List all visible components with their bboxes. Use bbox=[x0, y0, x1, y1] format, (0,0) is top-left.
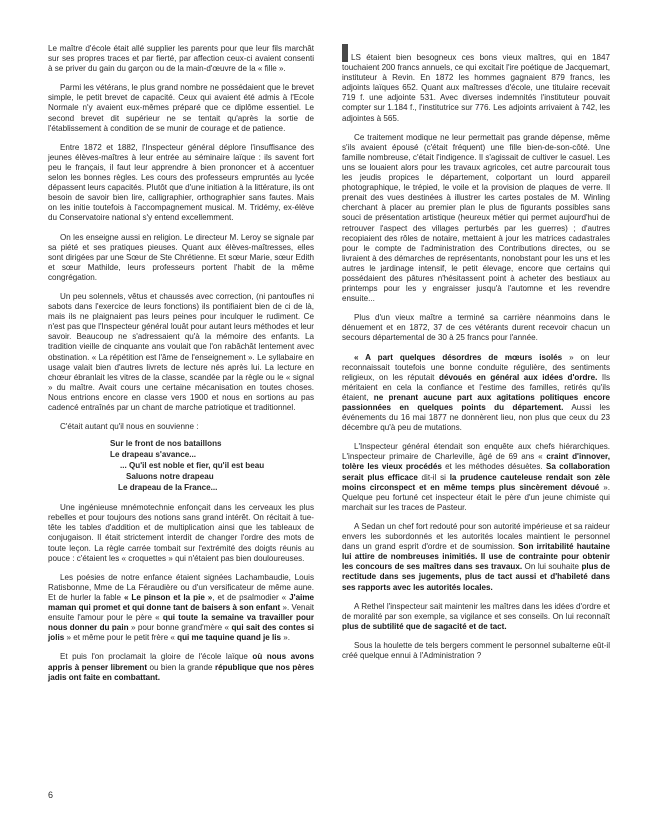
verse-line: Le drapeau de la France... bbox=[118, 483, 218, 493]
paragraph: A Rethel l'inspecteur sait maintenir les maîtres dans les idées d'ordre et de moralité par son exemple, sa vigilance et ses conseils. On lui reconnaît plus de subtilité que de sagacité et de tact. bbox=[342, 601, 610, 631]
drop-cap-i bbox=[342, 44, 348, 62]
verse-line: Sur le front de nos bataillons bbox=[110, 439, 222, 449]
paragraph: Entre 1872 et 1882, l'Inspecteur général déplore l'insuffisance des jeunes élèves-maîtres à leur entrée au séminaire laïque : ils savent fort peu le français, il faut leur apprendre à bien prononcer et à accentuer selon les bonnes règles. Les cours des professeurs empruntés au lycée dépassent leurs capacités. Plutôt que d'une initiation à la littérature, ils ont besoin de savoir bien lire, calligraphier, orthographier sans fautes. Mais on les initie toutefois à l'accompagnement musical. M. Tridémy, ex-élève du Conservatoire national s'y entend excellemment. bbox=[48, 142, 314, 223]
paragraph: L'Inspecteur général étendait son enquête aux chefs hiérarchiques. L'inspecteur primaire de Charleville, âgé de 69 ans « craint d'innover, tolère les vieux procédés et les méthodes désuètes. Sa collaboration serait plus efficace dit-il si la prudence cauteleuse rendait son zèle moins circonspect et en même temps plus sincèrement dévoué ». Quelque peu fortuné cet inspecteur était le père d'un jeune chimiste qui marchait sur les traces de Pasteur. bbox=[342, 442, 611, 512]
paragraph: Ce traitement modique ne leur permettait pas grande dépense, même s'ils avaient épousé (c'était fréquent) une fille bien-de-son-côté. Une famille nombreuse, c'était l'indigence. Il s'agissait de cultiver le casuel. Les uns se louaient alors pour les travaux agricoles, cet autre parcourait tous les jeudis propices le département, colportant un lourd appareil photographique, le trépied, le voile et la provision de plaques de verre. Il prenait des vues destinées à illustrer les cartes postales de M. Winling cherchant à placer au premier plan le plus de figurants possibles sans souci de présentation artistique (heureux métier qui permet aujourd'hui de retrouver l'aspect des villages perturbés par les guerres) ; d'autres recopiaient des rôles de notaire, mettaient à jour les matrices cadastrales pour le compte de l'administration des Contributions directes, ou se livraient à des démarches de représentants, nonobstant pour les uns et les autres le jardinage intensif, le petit élevage, encore que certains qui possédaient des pâtures n'hésitassent point à acheter des bestiaux au printemps pour les y engraisser jusqu'à l'automne et les revendre ensuite... bbox=[342, 132, 610, 304]
paragraph: « A part quelques désordres de mœurs isolés » on leur reconnaissait toutefois une bonne conduite régulière, des sentiments religieux, on les réputait dévoués en général aux idées d'ordre. Ils méritaient en cela la confiance et l'estime des familles, retirés qu'ils étaient, ne prenant aucune part aux agitations politiques encore passionnées en quelques points du département. Aussi les événements du 16 mai 1877 ne donnèrent lieu, non plus que ceux du 23 décembre qu'à peu de mutations. bbox=[342, 352, 611, 433]
paragraph: Un peu solennels, vêtus et chaussés avec correction, (ni pantoufles ni sabots dans l'exercice de leurs fonctions) ils pontifiaient bien de ci de là, mais ils ne plaignaient pas leurs peines pour inculquer le rudiment. Ce n'est pas que l'Inspecteur général louât pour autant leurs méthodes et leur savoir. Beaucoup ne s'adressaient qu'à la mémoire des enfants. La tradition vieille de cinquante ans voulait que l'on rabâchât lentement avec obstination. « La répétition est l'âme de l'enseignement ». Le syllabaire en usage valait bien d'autres livrets de lecture nés après lui. La lecture en chœur ébranlait les vitres de la classe, scandée par la règle ou le « signal » du maître. Avait cours une certaine mécanisation en toutes choses. Nous entrions encore en classe vers 1900 et nous en sortions au pas cadencé entraînés par un chant de marche patriotique et traditionnel. bbox=[48, 291, 314, 412]
song-verse bbox=[110, 438, 314, 493]
paragraph: A Sedan un chef fort redouté pour son autorité impérieuse et sa raideur envers les subordonnés et les autorités locales maintient le personnel dans un grand esprit d'ordre et de soumission. Son irritabilité hautaine lui attire de nombreuses inimitiés. Il use de contrainte pour obtenir les concours de ses maîtres dans ses travaux. On lui souhaite plus de rectitude dans ses jugements, plus de tact aussi et d'habileté dans ses rapports avec les autorités locales. bbox=[342, 521, 611, 592]
paragraph: C'était autant qu'il nous en souvienne : bbox=[60, 422, 199, 432]
right-column bbox=[342, 44, 610, 670]
paragraph: On les enseigne aussi en religion. Le directeur M. Leroy se signale par sa piété et ses pratiques pieuses. Quant aux élèves-maîtresses, elles sont dirigées par une Sœur de Ste Chrétienne. Et sœur Marie, sœur Edith et sœur Mathilde, leurs professeurs portent l'habit de la même congrégation. bbox=[48, 232, 314, 282]
paragraph: Le maître d'école était allé supplier les parents pour que leur fils marchât sur ses propres traces et par fierté, par affection ceux-ci avaient consenti à se priver du gain du garçon ou de la main-d'œuvre de la « fille ». bbox=[48, 44, 314, 74]
paragraph: Les poésies de notre enfance étaient signées Lachambaudie, Louis Ratisbonne, Mme de La Féraudière ou d'un versificateur de même aune. Et de hurler la fable « Le pinson et la pie », et de psalmodier « J'aime maman qui promet et qui donne tant de baisers à son enfant ». Venait ensuite l'amour pour le père « qui toute la semaine va travailler pour nous donner du pain » pour bonne grand'mère « qui sait des contes si jolis » et même pour le petit frère « qui me taquine quand je lis ». bbox=[48, 572, 315, 643]
paragraph: Parmi les vétérans, le plus grand nombre ne possédaient que le brevet simple, le petit brevet de capacité. Ceux qui avaient été admis à l'Ecole Normale n'y avaient eux-mêmes préparé que ce diplôme essentiel. Le second brevet dit supérieur ne se tentait qu'après la sortie de l'établissement à condition de se munir de courage et de patience. bbox=[48, 83, 314, 133]
paragraph: Sous la houlette de tels bergers comment le personnel subalterne eût-il créé quelque ennui à l'Administration ? bbox=[342, 640, 610, 660]
paragraph: Une ingénieuse mnémotechnie enfonçait dans les cerveaux les plus rebelles et pour toujours des notions sans grand intérêt. On récitait à tue-tête les tables d'addition et de multiplication ainsi que les tableaux de conjugaison. Il était strictement interdit de changer l'ordre des mots de toute leçon. La règle carrée tombait sur l'extrémité des doigts réunis au pouce : c'étaient les « croquettes » qui n'étaient pas bien douloureuses. bbox=[48, 503, 314, 563]
left-column bbox=[48, 44, 314, 692]
paragraph: LS étaient bien besogneux ces bons vieux maîtres, qui en 1847 touchaient 200 francs annuels, ce qui excitait l'ire poétique de Jacquemart, instituteur à Revin. En 1872 les hommes gagnaient 879 francs, les adjoints laïques 652. Quant aux maîtresses d'école, une titulaire recevait 719 f. une adjointe 531. Avec diverses indemnités l'instituteur pouvait compter sur 1.184 f., l'institutrice sur 776. Les adjoints arrivaient à 742, les adjointes à 565. bbox=[342, 44, 610, 124]
page-number: 6 bbox=[48, 790, 54, 800]
verse-line: Saluons notre drapeau bbox=[126, 472, 214, 482]
verse-line: ... Qu'il est noble et fier, qu'il est beau bbox=[120, 461, 265, 471]
paragraph: Et puis l'on proclamait la gloire de l'école laïque où nous avons appris à penser librement ou bien la grande république que nos pères jadis ont faite en combattant. bbox=[48, 652, 315, 682]
paragraph: Plus d'un vieux maître a terminé sa carrière néanmoins dans le dénuement et en 1872, 37 de ces vétérants durent recevoir chacun un secours départemental de 30 à 25 francs pour l'année. bbox=[342, 313, 610, 343]
verse-line: Le drapeau s'avance... bbox=[110, 450, 197, 460]
